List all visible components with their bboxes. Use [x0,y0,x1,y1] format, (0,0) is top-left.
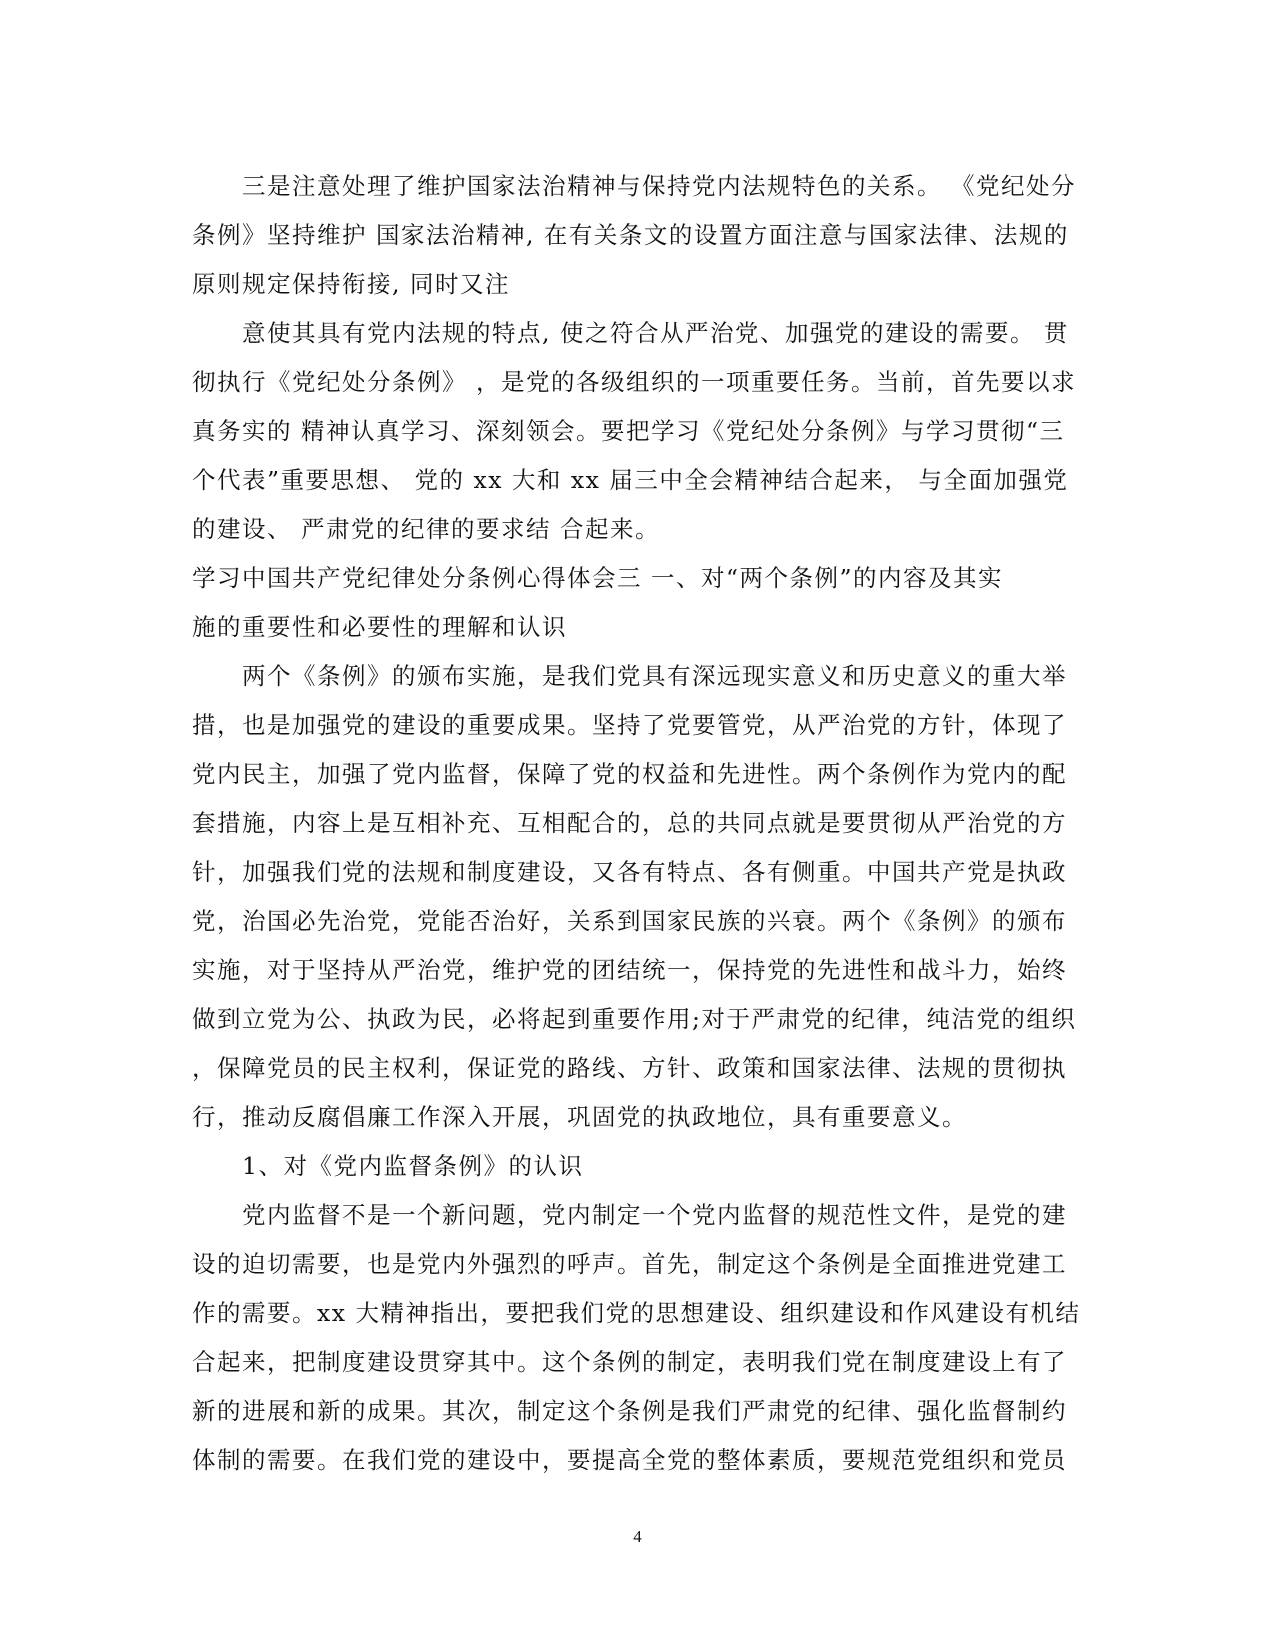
text-line: 意使其具有党内法规的特点, 使之符合从严治党、加强党的建设的需要。 贯 [242,319,1069,347]
text-line: 措，也是加强党的建设的重要成果。坚持了党要管党，从严治党的方针，体现了 [192,711,1067,739]
text-line: 三是注意处理了维护国家法治精神与保持党内法规特色的关系。 《党纪处分 [242,172,1076,200]
text-line: 针，加强我们党的法规和制度建设，又各有特点、各有侧重。中国共产党是执政 [192,858,1067,886]
section-heading: 学习中国共产党纪律处分条例心得体会三 一、对“两个条例”的内容及其实 [192,564,1003,592]
text-line: 党内监督不是一个新问题，党内制定一个党内监督的规范性文件，是党的建 [242,1201,1067,1229]
text-line: 施的重要性和必要性的理解和认识 [192,613,567,641]
text-line: 真务实的 精神认真学习、深刻领会。要把学习《党纪处分条例》与学习贯彻“三 [192,417,1065,445]
subheading: 1、对《党内监督条例》的认识 [242,1152,584,1180]
text-line: 体制的需要。在我们党的建设中，要提高全党的整体素质，要规范党组织和党员 [192,1446,1067,1474]
text-line: 作的需要。xx 大精神指出，要把我们党的思想建设、组织建设和作风建设有机结 [192,1299,1081,1327]
text-line: 两个《条例》的颁布实施，是我们党具有深远现实意义和历史意义的重大举 [242,662,1067,690]
text-line: 行，推动反腐倡廉工作深入开展，巩固党的执政地位，具有重要意义。 [192,1103,967,1131]
text-line: 做到立党为公、执政为民，必将起到重要作用;对于严肃党的纪律，纯洁党的组织 [192,1005,1077,1033]
document-body [192,162,1081,1485]
text-line: 新的进展和新的成果。其次，制定这个条例是我们严肃党的纪律、强化监督制约 [192,1397,1067,1425]
page-number: 4 [633,1527,642,1546]
text-line: 条例》坚持维护 国家法治精神, 在有关条文的设置方面注意与国家法律、法规的 [192,221,1069,249]
text-line: 党内民主，加强了党内监督，保障了党的权益和先进性。两个条例作为党内的配 [192,760,1067,788]
text-line: 原则规定保持衔接, 同时又注 [192,270,510,298]
text-line: 彻执行《党纪处分条例》 ，是党的各级组织的一项重要任务。当前，首先要以求 [192,368,1076,396]
text-line: 套措施，内容上是互相补充、互相配合的，总的共同点就是要贯彻从严治党的方 [192,809,1067,837]
text-line: 党，治国必先治党，党能否治好，关系到国家民族的兴衰。两个《条例》的颁布 [192,907,1067,935]
text-line: 实施，对于坚持从严治党，维护党的团结统一，保持党的先进性和战斗力，始终 [192,956,1067,984]
text-line: 的建设、 严肃党的纪律的要求结 合起来。 [192,515,660,543]
text-line: 设的迫切需要，也是党内外强烈的呼声。首先，制定这个条例是全面推进党建工 [192,1250,1067,1278]
text-line: ，保障党员的民主权利，保证党的路线、方针、政策和国家法律、法规的贯彻执 [192,1054,1067,1082]
text-line: 合起来，把制度建设贯穿其中。这个条例的制定，表明我们党在制度建设上有了 [192,1348,1067,1376]
text-line: 个代表”重要思想、 党的 xx 大和 xx 届三中全会精神结合起来， 与全面加强党 [192,466,1069,494]
